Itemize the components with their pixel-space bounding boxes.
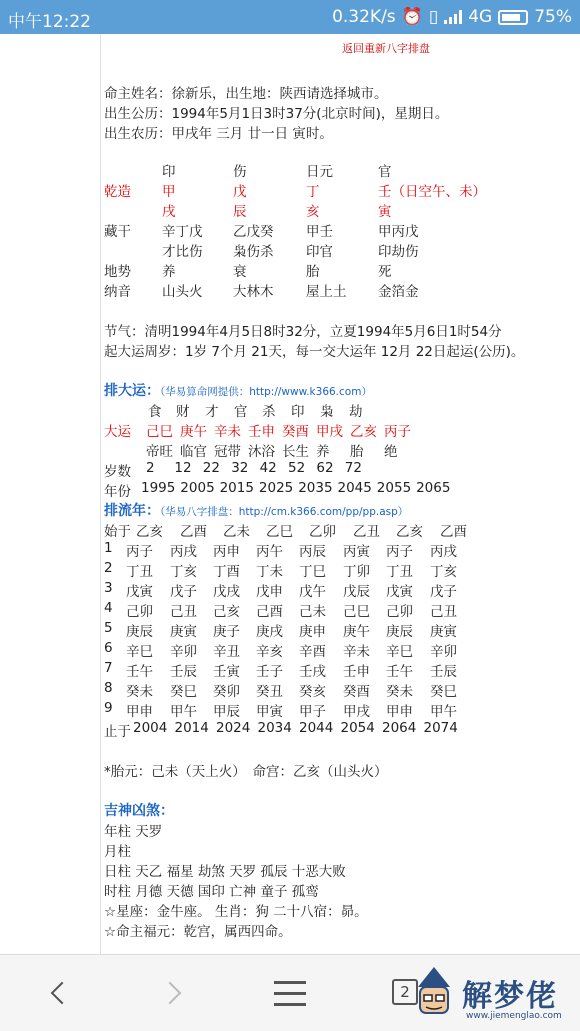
chart-canggan: 辛丁戊 <box>162 224 203 240</box>
dayun-god: 枭 <box>320 404 334 420</box>
liunian-row-index: 5 <box>104 620 113 636</box>
liunian-cell: 甲戌 <box>343 704 370 720</box>
liunian-cell: 癸未 <box>126 684 153 700</box>
liunian-cell: 癸丑 <box>256 684 283 700</box>
liunian-cell: 戊申 <box>256 584 283 600</box>
shensha-line: 时柱 月德 天德 国印 亡神 童子 孤鸾 <box>104 884 319 900</box>
chart-nayin: 山头火 <box>162 284 203 300</box>
chevron-right-icon <box>159 982 182 1005</box>
shensha-line: 年柱 天罗 <box>104 824 163 840</box>
liunian-row-index: 2 <box>104 560 113 576</box>
forward-button[interactable] <box>156 973 196 1013</box>
liunian-start-label: 始于 <box>104 524 131 540</box>
dayun-age: 2 <box>146 460 155 476</box>
liunian-cell: 甲午 <box>430 704 457 720</box>
liunian-cell: 戊子 <box>430 584 457 600</box>
dayun-year: 2045 <box>337 480 372 496</box>
chart-canggan: 甲丙戊 <box>378 224 419 240</box>
dayun-age: 22 <box>202 460 220 476</box>
chevron-left-icon <box>51 982 74 1005</box>
liunian-start: 乙巳 <box>266 524 293 540</box>
tabs-button[interactable]: 2 <box>392 979 418 1005</box>
reset-bazi-link[interactable]: 返回重新八字排盘 <box>342 42 430 55</box>
dayun-god: 杀 <box>262 404 276 420</box>
chart-stem: 戊 <box>233 184 247 200</box>
liunian-cell: 壬申 <box>343 664 370 680</box>
liunian-cell: 癸巳 <box>170 684 197 700</box>
battery-icon <box>498 10 528 25</box>
liunian-cell: 丁丑 <box>386 564 413 580</box>
liunian-cell: 己丑 <box>170 604 197 620</box>
liunian-end-year: 2044 <box>299 720 334 736</box>
dayun-pillar: 辛未 <box>214 424 241 440</box>
liunian-cell: 丁酉 <box>213 564 240 580</box>
dayun-state: 帝旺 <box>146 444 173 460</box>
liunian-start: 乙亥 <box>396 524 423 540</box>
dayun-age: 32 <box>231 460 249 476</box>
liunian-cell: 辛卯 <box>430 644 457 660</box>
liunian-cell: 辛巳 <box>386 644 413 660</box>
liunian-cell: 戊午 <box>299 584 326 600</box>
chart-god: 印 <box>162 164 176 180</box>
dayun-pillar: 壬申 <box>248 424 275 440</box>
dayun-year: 2025 <box>258 480 294 496</box>
dayun-god: 官 <box>234 404 248 420</box>
liunian-cell: 庚申 <box>299 624 326 640</box>
chart-dishi: 养 <box>162 264 176 280</box>
chart-canggan-god: 才比伤 <box>162 244 203 260</box>
liunian-cell: 庚寅 <box>430 624 457 640</box>
qiyun-line: 起大运周岁：1岁 7个月 21天，每一交大运年 12月 22日起运(公历)。 <box>104 344 525 360</box>
liunian-cell: 己亥 <box>213 604 240 620</box>
watermark-title: 解梦佬 <box>462 979 558 1014</box>
liunian-cell: 辛亥 <box>256 644 283 660</box>
liunian-end-year: 2034 <box>257 720 292 736</box>
dayun-god: 印 <box>291 404 305 420</box>
chart-god: 官 <box>378 164 392 180</box>
liunian-cell: 丙申 <box>213 544 240 560</box>
dayun-pillar: 乙亥 <box>350 424 377 440</box>
dayun-age-label: 岁数 <box>104 464 131 480</box>
liunian-start: 乙卯 <box>309 524 336 540</box>
chart-nayin: 金箔金 <box>378 284 419 300</box>
left-rule <box>100 34 101 954</box>
dayun-state: 养 <box>316 444 330 460</box>
liunian-cell: 辛卯 <box>170 644 197 660</box>
liunian-cell: 丙子 <box>126 544 153 560</box>
chart-canggan-god: 印官 <box>306 244 333 260</box>
liunian-end-year: 2074 <box>423 720 458 736</box>
liunian-cell: 丙戌 <box>430 544 457 560</box>
liunian-cell: 癸未 <box>386 684 413 700</box>
chart-canggan-god: 枭伤杀 <box>233 244 274 260</box>
chart-branch: 亥 <box>306 204 320 220</box>
dayun-year: 2035 <box>298 480 333 496</box>
dayun-pillar: 癸酉 <box>282 424 309 440</box>
chart-dishi: 胎 <box>306 264 320 280</box>
liunian-cell: 丁亥 <box>430 564 457 580</box>
vibrate-icon: ▯ <box>428 7 439 27</box>
liunian-cell: 甲子 <box>299 704 326 720</box>
shensha-title: 吉神凶煞： <box>104 803 174 819</box>
dayun-state: 沐浴 <box>248 444 275 460</box>
liunian-cell: 庚辰 <box>386 624 413 640</box>
chart-canggan: 甲壬 <box>306 224 333 240</box>
watermark-logo-icon <box>412 965 456 1021</box>
liunian-start: 乙丑 <box>353 524 380 540</box>
liunian-row-index: 6 <box>104 640 113 656</box>
liunian-row-index: 9 <box>104 700 113 716</box>
liunian-cell: 辛未 <box>343 644 370 660</box>
liunian-cell: 丁亥 <box>170 564 197 580</box>
chart-stem: 甲 <box>162 184 176 200</box>
dayun-god: 食 <box>148 404 162 420</box>
liunian-cell: 丙辰 <box>299 544 326 560</box>
liunian-cell: 壬午 <box>126 664 153 680</box>
liunian-cell: 丁丑 <box>126 564 153 580</box>
liunian-cell: 己巳 <box>343 604 370 620</box>
liunian-cell: 戊戌 <box>213 584 240 600</box>
liunian-cell: 庚午 <box>343 624 370 640</box>
liunian-row-index: 4 <box>104 600 113 616</box>
dayun-pillar: 庚午 <box>180 424 207 440</box>
dayun-year: 2015 <box>219 480 254 496</box>
chart-label-canggan: 藏干 <box>104 224 131 240</box>
chart-stem: 丁 <box>306 184 320 200</box>
shensha-line: 月柱 <box>104 844 131 860</box>
chart-nayin: 大林木 <box>233 284 274 300</box>
dayun-year-label: 年份 <box>104 484 131 500</box>
shensha-line: ☆星座：金牛座。 生肖：狗 二十八宿：昴。 <box>104 904 368 920</box>
liunian-cell: 丙午 <box>256 544 283 560</box>
liunian-row-index: 7 <box>104 660 113 676</box>
liunian-cell: 丙子 <box>386 544 413 560</box>
liunian-cell: 庚寅 <box>170 624 197 640</box>
liunian-cell: 戊子 <box>170 584 197 600</box>
dayun-state: 临官 <box>180 444 207 460</box>
chart-stem: 壬（日空午、未） <box>378 184 486 200</box>
liunian-cell: 壬子 <box>256 664 283 680</box>
dayun-source-link[interactable]: （华易算命网提供：http://www.k366.com） <box>160 386 372 398</box>
liunian-end-year: 2054 <box>340 720 375 736</box>
liunian-cell: 甲寅 <box>256 704 283 720</box>
network-type: 4G <box>468 7 493 27</box>
liunian-row-index: 1 <box>104 540 113 556</box>
chart-label-dishi: 地势 <box>104 264 131 280</box>
liunian-start: 乙酉 <box>440 524 467 540</box>
liunian-row-index: 3 <box>104 580 113 596</box>
liunian-cell: 己丑 <box>430 604 457 620</box>
liunian-cell: 戊寅 <box>386 584 413 600</box>
liunian-cell: 己酉 <box>256 604 283 620</box>
dayun-god: 劫 <box>349 404 363 420</box>
dayun-state: 冠带 <box>214 444 241 460</box>
dayun-age: 52 <box>288 460 306 476</box>
liunian-title: 排流年： <box>104 503 160 519</box>
liunian-end-year: 2014 <box>174 720 209 736</box>
liunian-cell: 己卯 <box>126 604 153 620</box>
dayun-age: 42 <box>259 460 277 476</box>
liunian-end-year: 2064 <box>382 720 417 736</box>
liunian-cell: 戊辰 <box>343 584 370 600</box>
liunian-cell: 癸酉 <box>343 684 370 700</box>
liunian-cell: 丁卯 <box>343 564 370 580</box>
solar-line: 出生公历：1994年5月1日3时37分(北京时间)，星期日。 <box>104 106 449 122</box>
liunian-cell: 丁未 <box>256 564 283 580</box>
chart-dishi: 死 <box>378 264 392 280</box>
liunian-row-index: 8 <box>104 680 113 696</box>
liunian-cell: 壬午 <box>386 664 413 680</box>
battery-percent: 75% <box>534 7 572 27</box>
dayun-age: 12 <box>174 460 192 476</box>
liunian-cell: 癸巳 <box>430 684 457 700</box>
liunian-cell: 辛巳 <box>126 644 153 660</box>
dayun-year: 2005 <box>180 480 215 496</box>
liunian-start: 乙亥 <box>136 524 163 540</box>
liunian-cell: 癸卯 <box>213 684 240 700</box>
jieqi-line: 节气：清明1994年4月5日8时32分，立夏1994年5月6日1时54分 <box>104 324 502 340</box>
chart-label-nayin: 纳音 <box>104 284 131 300</box>
network-speed: 0.32K/s <box>332 7 396 27</box>
page-content <box>0 34 580 954</box>
dayun-god: 才 <box>205 404 219 420</box>
liunian-end-year: 2024 <box>216 720 251 736</box>
liunian-start: 乙酉 <box>180 524 207 540</box>
watermark-url: www.jiemenglao.com <box>466 1011 562 1021</box>
dayun-header <box>104 380 372 400</box>
chart-label-qianzao: 乾造 <box>104 184 131 200</box>
liunian-cell: 辛丑 <box>213 644 240 660</box>
browser-nav-bar <box>0 954 580 1031</box>
dayun-god: 财 <box>176 404 190 420</box>
liunian-start: 乙未 <box>223 524 250 540</box>
dayun-pillar: 丙子 <box>384 424 411 440</box>
taiyuan-line: *胎元：己未（天上火） 命宫：乙亥（山头火） <box>104 764 388 780</box>
liunian-source-link[interactable]: （华易八字排盘：http://cm.k366.com/pp/pp.asp） <box>160 506 409 518</box>
dayun-state: 胎 <box>350 444 364 460</box>
liunian-end-year: 2004 <box>133 720 168 736</box>
lunar-line: 出生农历：甲戌年 三月 廿一日 寅时。 <box>104 126 333 142</box>
liunian-header <box>104 500 408 520</box>
liunian-cell: 己卯 <box>386 604 413 620</box>
liunian-cell: 辛酉 <box>299 644 326 660</box>
dayun-pillar: 甲戌 <box>316 424 343 440</box>
liunian-cell: 戊寅 <box>126 584 153 600</box>
status-right <box>332 7 572 27</box>
dayun-pillar: 己巳 <box>146 424 173 440</box>
chart-canggan: 乙戊癸 <box>233 224 274 240</box>
liunian-cell: 丙寅 <box>343 544 370 560</box>
name-line: 命主姓名：徐新乐，出生地：陕西请选择城市。 <box>104 86 388 102</box>
chart-god: 伤 <box>233 164 247 180</box>
chart-god: 日元 <box>306 164 333 180</box>
liunian-cell: 壬戌 <box>299 664 326 680</box>
dayun-age: 72 <box>344 460 362 476</box>
shensha-header <box>104 800 174 820</box>
chart-nayin: 屋上土 <box>306 284 347 300</box>
liunian-cell: 甲申 <box>386 704 413 720</box>
liunian-cell: 壬辰 <box>170 664 197 680</box>
alarm-icon: ⏰ <box>401 7 423 27</box>
dayun-title: 排大运： <box>104 383 160 399</box>
liunian-cell: 丁巳 <box>299 564 326 580</box>
dayun-label: 大运 <box>104 424 131 440</box>
liunian-cell: 甲午 <box>170 704 197 720</box>
liunian-cell: 庚戌 <box>256 624 283 640</box>
dayun-year: 1995 <box>141 480 176 496</box>
liunian-cell: 癸亥 <box>299 684 326 700</box>
back-button[interactable] <box>40 973 80 1013</box>
menu-button[interactable] <box>270 973 310 1013</box>
chart-branch: 辰 <box>233 204 247 220</box>
shensha-line: ☆命主福元：乾宫，属西四命。 <box>104 924 292 940</box>
status-bar <box>0 0 580 34</box>
signal-icon <box>444 10 462 24</box>
chart-branch: 戌 <box>162 204 176 220</box>
liunian-cell: 庚辰 <box>126 624 153 640</box>
dayun-year: 2065 <box>416 480 451 496</box>
liunian-cell: 壬辰 <box>430 664 457 680</box>
status-time: 中午12:22 <box>8 12 91 32</box>
liunian-cell: 甲辰 <box>213 704 240 720</box>
liunian-cell: 庚子 <box>213 624 240 640</box>
chart-canggan-god: 印劫伤 <box>378 244 419 260</box>
chart-dishi: 衰 <box>233 264 247 280</box>
dayun-state: 绝 <box>384 444 398 460</box>
shensha-line: 日柱 天乙 福星 劫煞 天罗 孤辰 十恶大败 <box>104 864 346 880</box>
liunian-cell: 壬寅 <box>213 664 240 680</box>
liunian-end-label: 止于 <box>104 724 131 740</box>
dayun-age: 62 <box>316 460 334 476</box>
chart-branch: 寅 <box>378 204 392 220</box>
dayun-year: 2055 <box>376 480 412 496</box>
dayun-state: 长生 <box>282 444 309 460</box>
liunian-cell: 己未 <box>299 604 326 620</box>
liunian-cell: 丙戌 <box>170 544 197 560</box>
liunian-cell: 甲申 <box>126 704 153 720</box>
